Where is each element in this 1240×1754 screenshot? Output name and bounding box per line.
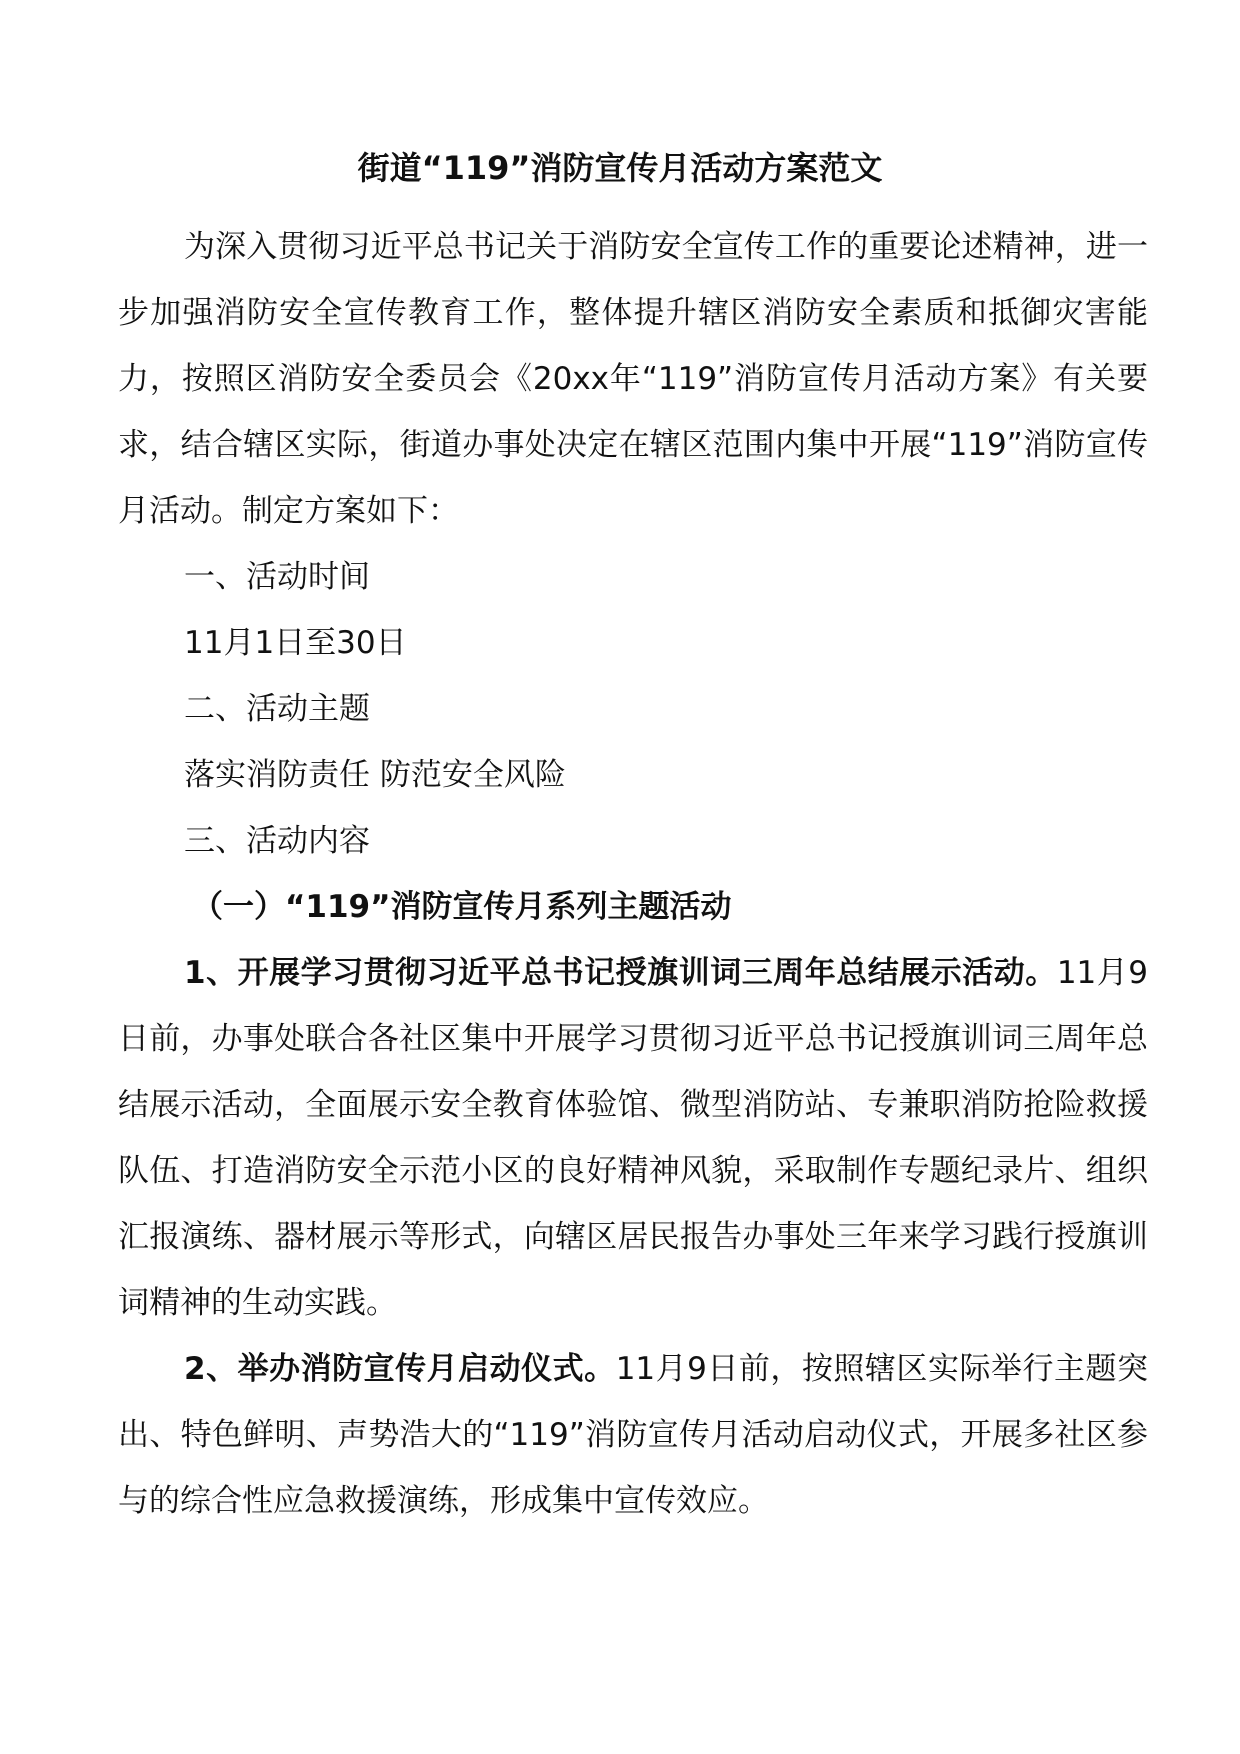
document-body (118, 214, 1148, 1534)
item-text-1: 11月9日前，办事处联合各社区集中开展学习贯彻习近平总书记授旗训词三周年总结展示活动，全面展示安全教育体验馆、微型消防站、专兼职消防抢险救援队伍、打造消防安全示范小区的良好精神风貌，采取制作专题纪录片、组织汇报演练、器材展示等形式，向辖区居民报告办事处三年来学习践行授旗训词精神的生动实践。 (118, 955, 1148, 1321)
subsection-heading-series: （一）“119”消防宣传月系列主题活动 (192, 889, 732, 925)
section-heading-time: 一、活动时间 (184, 559, 370, 595)
item-paragraph-1 (118, 940, 1148, 1336)
intro-paragraph: 为深入贯彻习近平总书记关于消防安全宣传工作的重要论述精神，进一步加强消防安全宣传教育工作，整体提升辖区消防安全素质和抵御灾害能力，按照区消防安全委员会《20xx年“119”消防宣传月活动方案》有关要求，结合辖区实际，街道办事处决定在辖区范围内集中开展“119”消防宣传月活动。制定方案如下： (118, 229, 1148, 529)
section-heading-theme: 二、活动主题 (184, 691, 370, 727)
item-heading-2: 2、举办消防宣传月启动仪式。 (184, 1351, 616, 1387)
section-text-time: 11月1日至30日 (184, 625, 407, 661)
document-title: 街道“119”消防宣传月活动方案范文 (357, 149, 883, 187)
item-heading-1: 1、开展学习贯彻习近平总书记授旗训词三周年总结展示活动。 (184, 955, 1057, 991)
section-heading-content: 三、活动内容 (184, 823, 370, 859)
item-paragraph-2 (118, 1336, 1148, 1534)
section-text-theme: 落实消防责任 防范安全风险 (184, 757, 566, 793)
item-text-2: 11月9日前，按照辖区实际举行主题突出、特色鲜明、声势浩大的“119”消防宣传月活动启动仪式，开展多社区参与的综合性应急救援演练，形成集中宣传效应。 (118, 1351, 1148, 1519)
